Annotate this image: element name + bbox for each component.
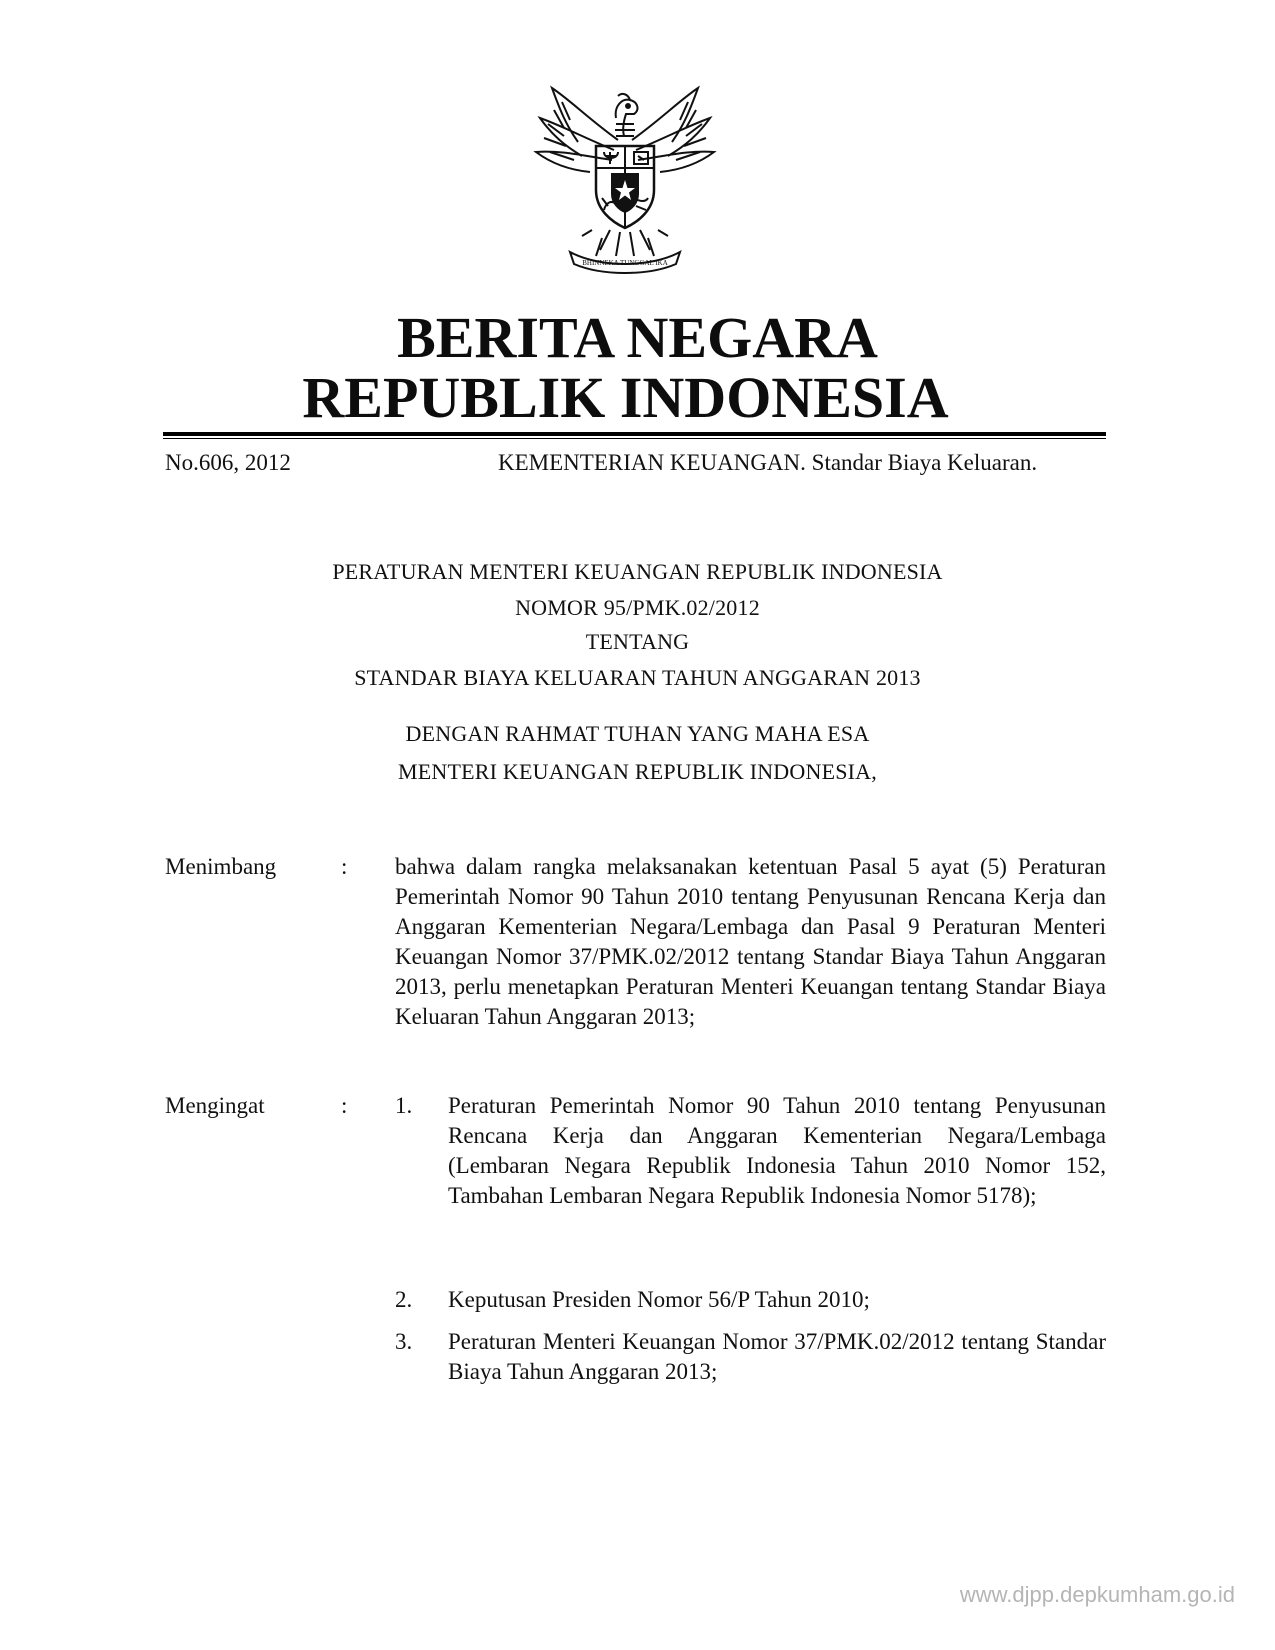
masthead-divider <box>163 432 1106 436</box>
list-item-number: 3. <box>395 1329 413 1354</box>
regulation-about: TENTANG <box>585 629 690 654</box>
masthead-subtitle: REPUBLIK INDONESIA <box>302 365 949 430</box>
footer-url: www.djpp.depkumham.go.id <box>959 1582 1235 1607</box>
list-item: Peraturan Pemerintah Nomor 90 Tahun 2010 tentang Penyusunan Rencana Kerja dan Anggaran Kementerian Negara/Lembaga (Lembaran Negara Republik Indonesia Tahun 2010 Nomor 152, Tambahan Lembaran Negara Republik Indonesia Nomor 5178); <box>448 1093 1106 1208</box>
regulation-subject: STANDAR BIAYA KELUARAN TAHUN ANGGARAN 2013 <box>354 665 921 690</box>
menimbang-text: bahwa dalam rangka melaksanakan ketentuan Pasal 5 ayat (5) Peraturan Pemerintah Nomor 90 Tahun 2010 tentang Penyusunan Rencana Kerja dan Anggaran Kementerian Negara/Lembaga dan Pasal 9 Peraturan Menteri Keuangan Nomor 37/PMK.02/2012 tentang Standar Biaya Tahun Anggaran 2013, perlu menetapkan Peraturan Menteri Keuangan tentang Standar Biaya Keluaran Tahun Anggaran 2013; <box>395 854 1106 1029</box>
invocation: DENGAN RAHMAT TUHAN YANG MAHA ESA <box>405 721 870 746</box>
list-item: Keputusan Presiden Nomor 56/P Tahun 2010; <box>448 1287 870 1312</box>
masthead-title: BERITA NEGARA <box>397 305 878 370</box>
masthead-divider-thin <box>163 438 1106 439</box>
emblem-motto: BHINNEKA TUNGGAL IKA <box>582 259 668 267</box>
mengingat-label: Mengingat <box>165 1093 265 1118</box>
issuer: MENTERI KEUANGAN REPUBLIK INDONESIA, <box>398 759 877 784</box>
regulation-number: NOMOR 95/PMK.02/2012 <box>515 595 760 620</box>
menimbang-label: Menimbang <box>165 854 277 879</box>
issue-title: KEMENTERIAN KEUANGAN. Standar Biaya Keluaran. <box>498 450 1038 475</box>
list-item-number: 1. <box>395 1093 413 1118</box>
issue-number: No.606, 2012 <box>165 450 291 475</box>
garuda-emblem-icon <box>530 80 720 275</box>
menimbang-colon: : <box>341 854 348 879</box>
regulation-heading: PERATURAN MENTERI KEUANGAN REPUBLIK INDONESIA <box>332 559 943 584</box>
mengingat-colon: : <box>341 1093 348 1118</box>
list-item-number: 2. <box>395 1287 413 1312</box>
list-item: Peraturan Menteri Keuangan Nomor 37/PMK.02/2012 tentang Standar Biaya Tahun Anggaran 2013; <box>448 1329 1106 1384</box>
